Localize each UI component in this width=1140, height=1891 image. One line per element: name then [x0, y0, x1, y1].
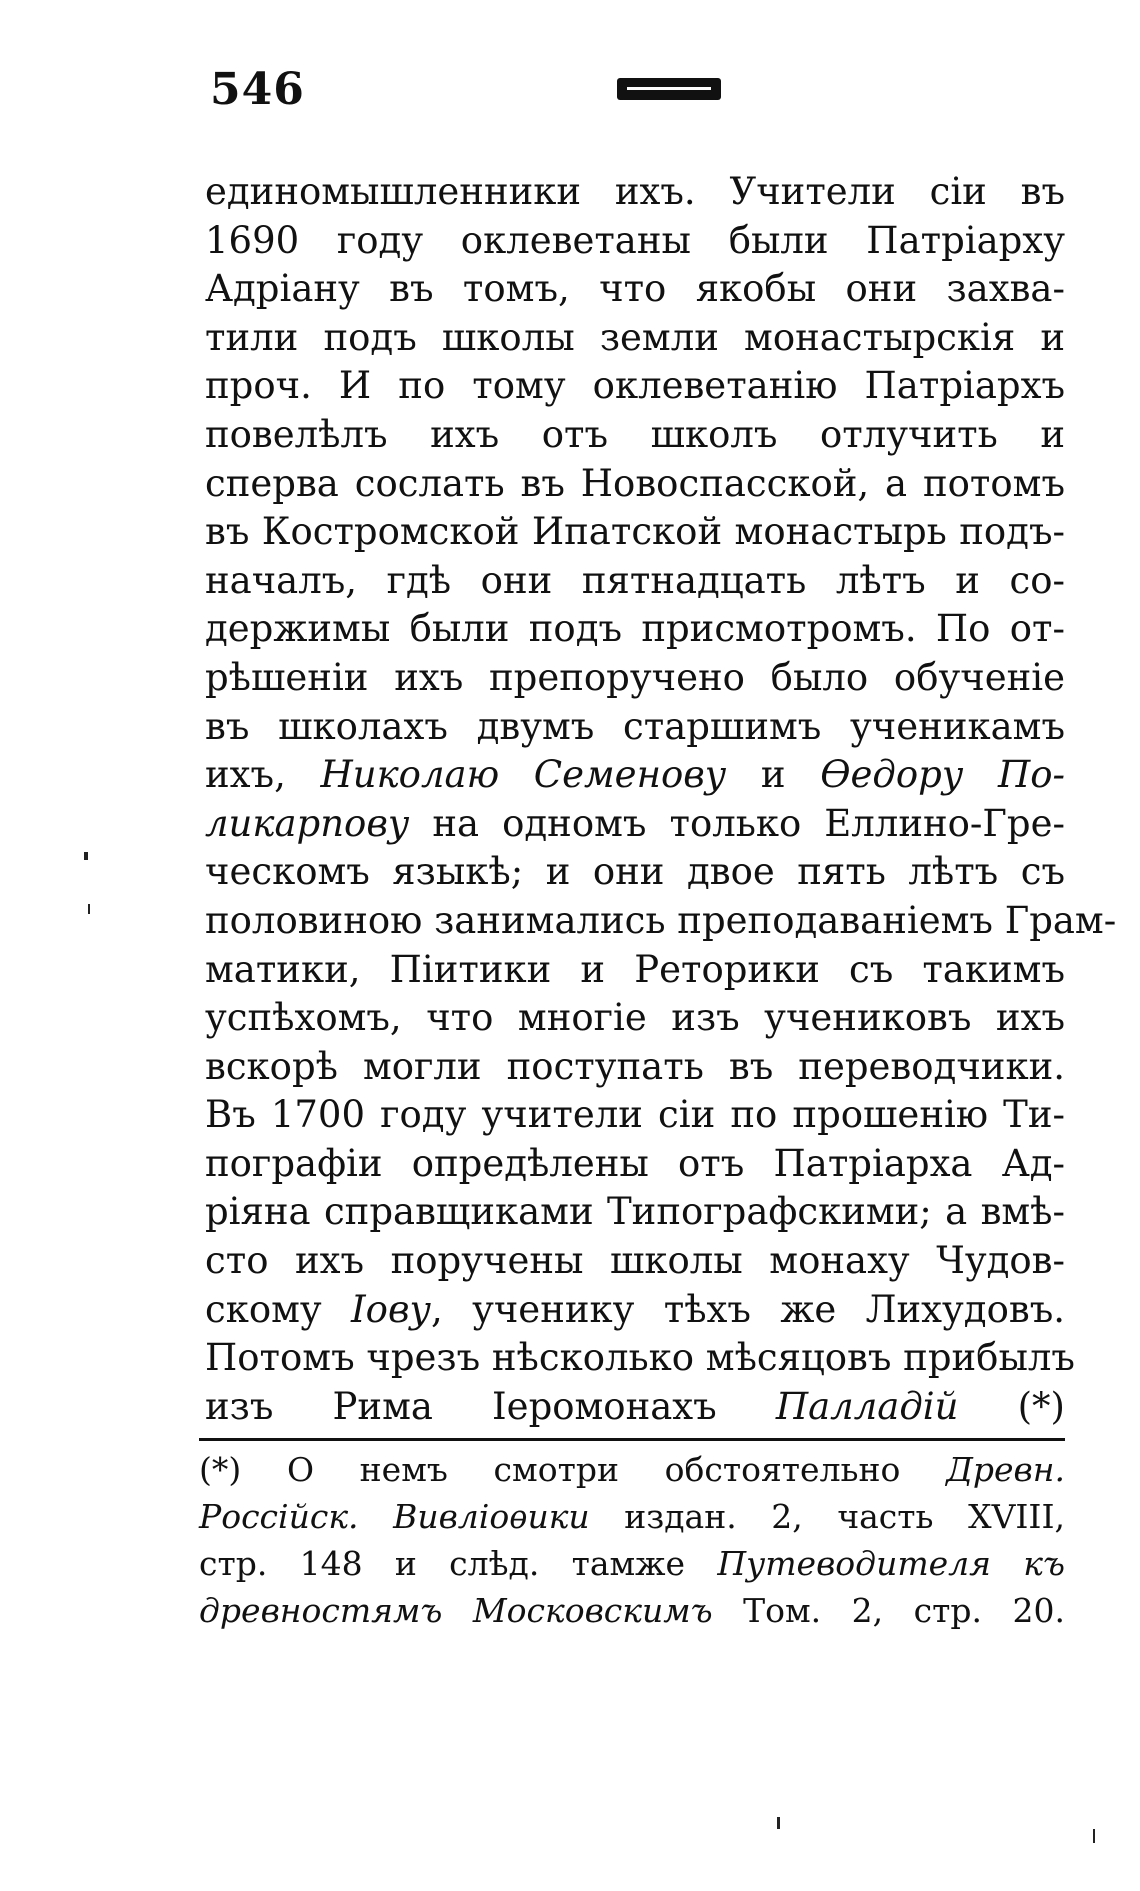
text-segment: на одномъ только Еллино-Гре-	[409, 801, 1065, 845]
text-line	[205, 217, 1065, 266]
page-number: 546	[210, 64, 305, 115]
text-line	[205, 508, 1065, 557]
main-text	[205, 168, 1117, 1431]
text-line	[205, 1091, 1065, 1140]
text-segment: въ Костромской Ипатской монастырь подъ-	[205, 510, 1065, 554]
header-ornament	[617, 78, 721, 100]
text-segment: ріяна справщиками Типографскими; а вмѣ-	[205, 1190, 1065, 1234]
print-speck	[777, 1817, 780, 1829]
text-line	[205, 1188, 1065, 1237]
text-line	[205, 605, 1065, 654]
text-line	[205, 362, 1065, 411]
text-segment: древностямъ Московскимъ	[199, 1591, 713, 1630]
text-segment: сперва сослать въ Новоспасской, а потомъ	[205, 461, 1065, 505]
text-line	[205, 1286, 1065, 1335]
text-segment: Іову	[351, 1287, 431, 1331]
text-segment: 1690 году оклеветаны были Патріарху	[205, 218, 1065, 262]
text-line	[205, 168, 1065, 217]
footnote-line	[199, 1446, 1065, 1493]
text-line	[205, 1334, 1075, 1383]
text-segment: издан. 2, часть XVIII,	[589, 1497, 1065, 1536]
text-line	[205, 703, 1065, 752]
text-segment: Россійск. Вивліоѳики	[199, 1497, 590, 1536]
text-segment: Николаю Семенову	[320, 753, 727, 797]
text-segment: вскорѣ могли поступать въ переводчики.	[205, 1044, 1065, 1088]
text-segment: единомышленники ихъ. Учители сіи въ	[205, 170, 1065, 213]
text-segment: и	[726, 753, 821, 797]
footnote-line	[199, 1493, 1065, 1540]
text-segment: ликарпову	[205, 801, 410, 845]
text-segment: успѣхомъ, что многіе изъ учениковъ ихъ	[205, 996, 1065, 1040]
text-segment: проч. И по тому оклеветанію Патріархъ	[205, 364, 1065, 408]
text-line	[205, 557, 1065, 606]
text-segment: ческомъ языкѣ; и они двое пять лѣтъ съ	[205, 850, 1065, 894]
text-segment: началъ, гдѣ они пятнадцать лѣтъ и со-	[205, 558, 1065, 602]
text-segment: Ѳедору По-	[820, 753, 1065, 797]
text-segment: скому	[205, 1287, 352, 1331]
text-segment: въ школахъ двумъ старшимъ ученикамъ	[205, 704, 1065, 748]
text-segment: (*)	[958, 1384, 1065, 1428]
text-line	[205, 897, 1117, 946]
print-speck	[1093, 1829, 1095, 1843]
text-segment: сто ихъ поручены школы монаху Чудов-	[205, 1239, 1065, 1283]
text-line	[205, 994, 1065, 1043]
text-segment: Палладій	[775, 1384, 959, 1428]
footnote-divider	[199, 1438, 1065, 1441]
text-segment: Потомъ чрезъ нѣсколько мѣсяцовъ прибылъ	[205, 1336, 1075, 1380]
text-line	[205, 800, 1065, 849]
text-segment: ихъ,	[205, 753, 321, 797]
footnote	[199, 1446, 1065, 1634]
print-speck	[84, 852, 88, 860]
text-line	[205, 1140, 1065, 1189]
text-segment: пографіи опредѣлены отъ Патріарха Ад-	[205, 1141, 1065, 1185]
text-segment: стр. 148 и слѣд. тамже	[199, 1544, 718, 1583]
text-segment: Адріану въ томъ, что якобы они захва-	[205, 267, 1065, 311]
text-line	[205, 411, 1065, 460]
text-segment: изъ Рима Іеромонахъ	[205, 1384, 776, 1428]
text-line	[205, 946, 1065, 995]
text-line	[205, 460, 1065, 509]
text-line	[205, 848, 1065, 897]
text-line	[205, 314, 1065, 363]
footnote-line	[199, 1587, 1065, 1634]
text-segment: Том. 2, стр. 20.	[712, 1591, 1065, 1630]
text-line	[205, 265, 1065, 314]
text-line	[205, 654, 1065, 703]
text-segment: половиною занимались преподаваніемъ Грам-	[205, 898, 1117, 942]
text-segment: рѣшеніи ихъ препоручено было обученіе	[205, 655, 1065, 699]
text-segment: Древн.	[946, 1450, 1065, 1489]
footnote-line	[199, 1540, 1065, 1587]
text-segment: , ученику тѣхъ же Лихудовъ.	[430, 1287, 1065, 1331]
text-line	[205, 1237, 1065, 1286]
text-segment: Путеводителя къ	[717, 1544, 1065, 1583]
text-segment: (*) О немъ смотри обстоятельно	[199, 1450, 947, 1489]
text-segment: повелѣлъ ихъ отъ школъ отлучить и	[205, 412, 1065, 456]
text-line	[205, 1043, 1065, 1092]
text-segment: держимы были подъ присмотромъ. По от-	[205, 607, 1065, 651]
text-segment: тили подъ школы земли монастырскія и	[205, 315, 1065, 359]
print-speck	[88, 904, 90, 914]
text-segment: матики, Піитики и Реторики съ такимъ	[205, 947, 1065, 991]
text-line	[205, 1383, 1065, 1432]
text-segment: Въ 1700 году учители сіи по прошенію Ти-	[205, 1093, 1065, 1137]
text-line	[205, 751, 1065, 800]
